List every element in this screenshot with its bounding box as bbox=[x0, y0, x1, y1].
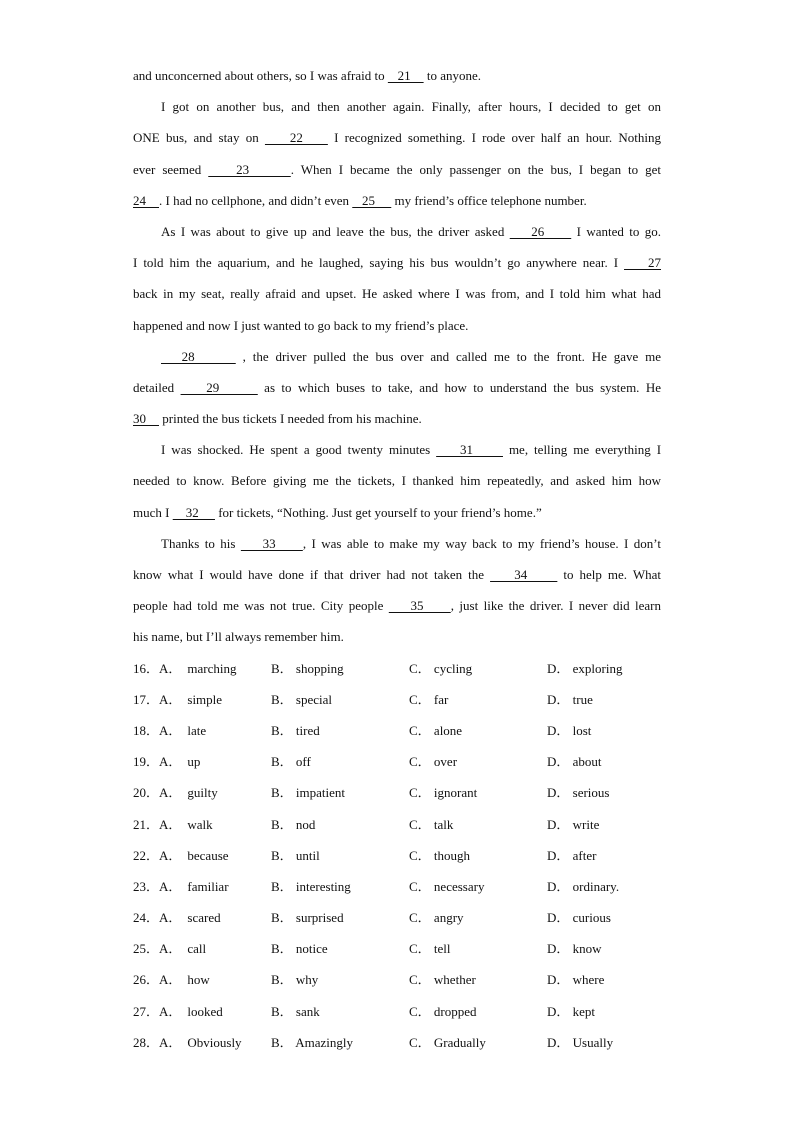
option-a bbox=[133, 746, 200, 777]
passage-text: happened and now I just wanted to go back to my friend’s place. bbox=[133, 317, 469, 333]
passage-text: Thanks to his bbox=[161, 535, 241, 551]
option-a-text: guilty bbox=[187, 785, 218, 801]
passage-text: needed to know. Before giving me the tickets, I thanked him repeatedly, and asked him how bbox=[133, 473, 661, 489]
option-row bbox=[133, 777, 661, 808]
passage-line bbox=[133, 185, 661, 216]
option-row bbox=[133, 902, 661, 933]
question-number: 18．A． bbox=[133, 722, 182, 738]
passage-line bbox=[133, 247, 661, 278]
option-c: C． necessary bbox=[409, 878, 485, 894]
option-b: B． sank bbox=[271, 1003, 320, 1019]
option-a bbox=[133, 684, 222, 715]
passage-text: ever seemed bbox=[133, 161, 209, 177]
passage-line bbox=[133, 122, 661, 153]
passage-text: I recognized something. I rode over half an hour. Nothing bbox=[327, 130, 661, 146]
question-number: 19．A． bbox=[133, 754, 182, 770]
option-d: D． know bbox=[547, 941, 602, 957]
option-d: D． lost bbox=[547, 722, 592, 738]
option-row bbox=[133, 933, 661, 964]
option-c: C． tell bbox=[409, 941, 451, 957]
passage-text: to help me. What bbox=[557, 567, 662, 582]
option-b: B． interesting bbox=[271, 878, 351, 894]
answer-blank: 33 bbox=[240, 535, 303, 551]
passage-text: know what I would have done if that driver had not taken the bbox=[133, 567, 491, 582]
answer-blank: 25 bbox=[352, 192, 392, 208]
option-b: B． surprised bbox=[271, 910, 344, 926]
option-c: C． dropped bbox=[409, 1003, 477, 1019]
passage-text: I got on another bus, and then another again. Finally, after hours, I decided to get on bbox=[161, 99, 661, 115]
passage-text: I was shocked. He spent a good twenty minutes bbox=[161, 442, 437, 458]
option-row bbox=[133, 684, 661, 715]
option-a-text: late bbox=[187, 722, 207, 738]
question-number: 25．A． bbox=[133, 941, 182, 957]
passage-text: I told him the aquarium, and he laughed, saying his bus wouldn’t go anywhere near. I bbox=[133, 255, 625, 271]
option-a-text: looked bbox=[187, 1003, 223, 1019]
passage-text: to anyone. bbox=[423, 68, 482, 83]
option-row bbox=[133, 964, 661, 995]
option-c: C． talk bbox=[409, 816, 454, 832]
option-d: D． curious bbox=[547, 910, 611, 926]
cloze-passage bbox=[133, 60, 661, 653]
option-c: C． though bbox=[409, 847, 471, 863]
question-number: 22．A． bbox=[133, 847, 182, 863]
option-d: D． about bbox=[547, 754, 602, 770]
option-c: C． over bbox=[409, 754, 458, 770]
answer-blank: 34 bbox=[490, 567, 558, 582]
option-a-text: call bbox=[187, 941, 207, 957]
passage-text: printed the bus tickets I needed from his machine. bbox=[159, 411, 422, 427]
option-b: B． until bbox=[271, 847, 320, 863]
option-b: B． tired bbox=[271, 722, 320, 738]
question-number: 17．A． bbox=[133, 691, 182, 707]
option-d: D． after bbox=[547, 847, 597, 863]
answer-blank: 27 bbox=[624, 255, 661, 271]
option-a-text: up bbox=[187, 754, 201, 770]
option-a-text: familiar bbox=[187, 878, 229, 894]
passage-text: and unconcerned about others, so I was afraid to bbox=[133, 68, 388, 83]
question-number: 20．A． bbox=[133, 785, 182, 801]
option-a-text: walk bbox=[187, 816, 213, 832]
answer-blank: 28 bbox=[161, 348, 236, 364]
passage-text: people had told me was not true. City people bbox=[133, 598, 389, 614]
answer-blank: 29 bbox=[180, 379, 258, 395]
passage-line bbox=[133, 216, 661, 247]
question-number: 26．A． bbox=[133, 972, 182, 988]
option-c: C． alone bbox=[409, 722, 463, 738]
passage-text: me, telling me everything I bbox=[502, 442, 662, 458]
option-b: B． Amazingly bbox=[271, 1034, 353, 1050]
passage-text: I wanted to go. bbox=[571, 223, 662, 239]
answer-blank: 24 bbox=[133, 192, 159, 208]
question-number: 27．A． bbox=[133, 1003, 182, 1019]
question-number: 21．A． bbox=[133, 816, 182, 832]
option-d: D． serious bbox=[547, 785, 610, 801]
option-b: B． why bbox=[271, 972, 319, 988]
option-a-text: how bbox=[187, 972, 210, 988]
option-d: D． Usually bbox=[547, 1034, 614, 1050]
option-a-text: Obviously bbox=[187, 1034, 242, 1050]
option-c: C． cycling bbox=[409, 660, 473, 676]
option-a bbox=[133, 996, 223, 1027]
option-row bbox=[133, 715, 661, 746]
passage-line bbox=[133, 372, 661, 403]
passage-line bbox=[133, 310, 661, 341]
option-row bbox=[133, 746, 661, 777]
answer-blank: 21 bbox=[387, 68, 424, 83]
option-b: B． nod bbox=[271, 816, 316, 832]
passage-line bbox=[133, 278, 661, 309]
option-c: C． far bbox=[409, 691, 449, 707]
answer-blank: 30 bbox=[133, 411, 159, 427]
passage-text: , just like the driver. I never did learn bbox=[450, 598, 661, 614]
passage-text: detailed bbox=[133, 379, 181, 395]
passage-text: . When I became the only passenger on the bus, I began to get bbox=[290, 161, 661, 177]
passage-text: , I was able to make my way back to my friend’s house. I don’t bbox=[302, 535, 661, 551]
passage-line bbox=[133, 465, 661, 496]
passage-line bbox=[133, 154, 661, 185]
passage-line bbox=[133, 528, 661, 559]
option-b: B． off bbox=[271, 754, 311, 770]
option-a bbox=[133, 809, 213, 840]
option-b: B． impatient bbox=[271, 785, 346, 801]
answer-blank: 22 bbox=[264, 130, 328, 146]
answer-options bbox=[133, 653, 661, 1058]
passage-line bbox=[133, 590, 661, 621]
option-a bbox=[133, 964, 210, 995]
option-b: B． special bbox=[271, 691, 333, 707]
passage-text: , the driver pulled the bus over and called me to the front. He gave me bbox=[235, 348, 661, 364]
option-row bbox=[133, 996, 661, 1027]
option-a-text: because bbox=[187, 847, 229, 863]
passage-text: as to which buses to take, and how to understand the bus system. He bbox=[257, 379, 662, 395]
document-page bbox=[133, 60, 661, 1058]
option-d: D． true bbox=[547, 691, 593, 707]
option-row bbox=[133, 809, 661, 840]
option-a-text: scared bbox=[187, 910, 221, 926]
option-c: C． ignorant bbox=[409, 785, 478, 801]
option-a bbox=[133, 933, 206, 964]
option-row bbox=[133, 653, 661, 684]
option-d: D． write bbox=[547, 816, 600, 832]
option-a bbox=[133, 871, 229, 902]
passage-text: As I was about to give up and leave the bus, the driver asked bbox=[161, 223, 510, 239]
passage-line bbox=[133, 60, 661, 91]
passage-line bbox=[133, 403, 661, 434]
option-a bbox=[133, 653, 236, 684]
option-c: C． whether bbox=[409, 972, 476, 988]
option-c: C． angry bbox=[409, 910, 464, 926]
passage-text: my friend’s office telephone number. bbox=[391, 192, 587, 208]
option-d: D． kept bbox=[547, 1003, 596, 1019]
passage-line bbox=[133, 434, 661, 465]
answer-blank: 23 bbox=[208, 161, 291, 177]
answer-blank: 31 bbox=[436, 442, 503, 458]
option-a bbox=[133, 840, 229, 871]
passage-line bbox=[133, 621, 661, 652]
option-b: B． shopping bbox=[271, 660, 344, 676]
passage-text: . I had no cellphone, and didn’t even bbox=[159, 192, 353, 208]
answer-blank: 32 bbox=[172, 504, 215, 520]
option-d: D． where bbox=[547, 972, 605, 988]
option-row bbox=[133, 871, 661, 902]
passage-line bbox=[133, 559, 661, 590]
option-b: B． notice bbox=[271, 941, 328, 957]
passage-line bbox=[133, 497, 661, 528]
option-row bbox=[133, 840, 661, 871]
passage-line bbox=[133, 91, 661, 122]
answer-blank: 35 bbox=[388, 598, 451, 614]
question-number: 23．A． bbox=[133, 878, 182, 894]
question-number: 28．A． bbox=[133, 1034, 182, 1050]
option-row bbox=[133, 1027, 661, 1058]
passage-text: ONE bus, and stay on bbox=[133, 130, 265, 146]
option-a-text: marching bbox=[187, 660, 237, 676]
option-d: D． exploring bbox=[547, 660, 623, 676]
question-number: 16．A． bbox=[133, 660, 182, 676]
option-a bbox=[133, 777, 218, 808]
answer-blank: 26 bbox=[509, 223, 572, 239]
option-d: D． ordinary. bbox=[547, 878, 620, 894]
passage-text: his name, but I’ll always remember him. bbox=[133, 629, 344, 645]
option-a bbox=[133, 902, 221, 933]
passage-text: much I bbox=[133, 504, 173, 520]
option-a bbox=[133, 1027, 242, 1058]
option-a bbox=[133, 715, 206, 746]
question-number: 24．A． bbox=[133, 910, 182, 926]
passage-text: for tickets, “Nothing. Just get yourself to your friend’s home.” bbox=[214, 504, 542, 520]
passage-line bbox=[133, 341, 661, 372]
option-c: C． Gradually bbox=[409, 1034, 486, 1050]
option-a-text: simple bbox=[187, 691, 223, 707]
passage-text: back in my seat, really afraid and upset. He asked where I was from, and I told him what had bbox=[133, 286, 661, 302]
